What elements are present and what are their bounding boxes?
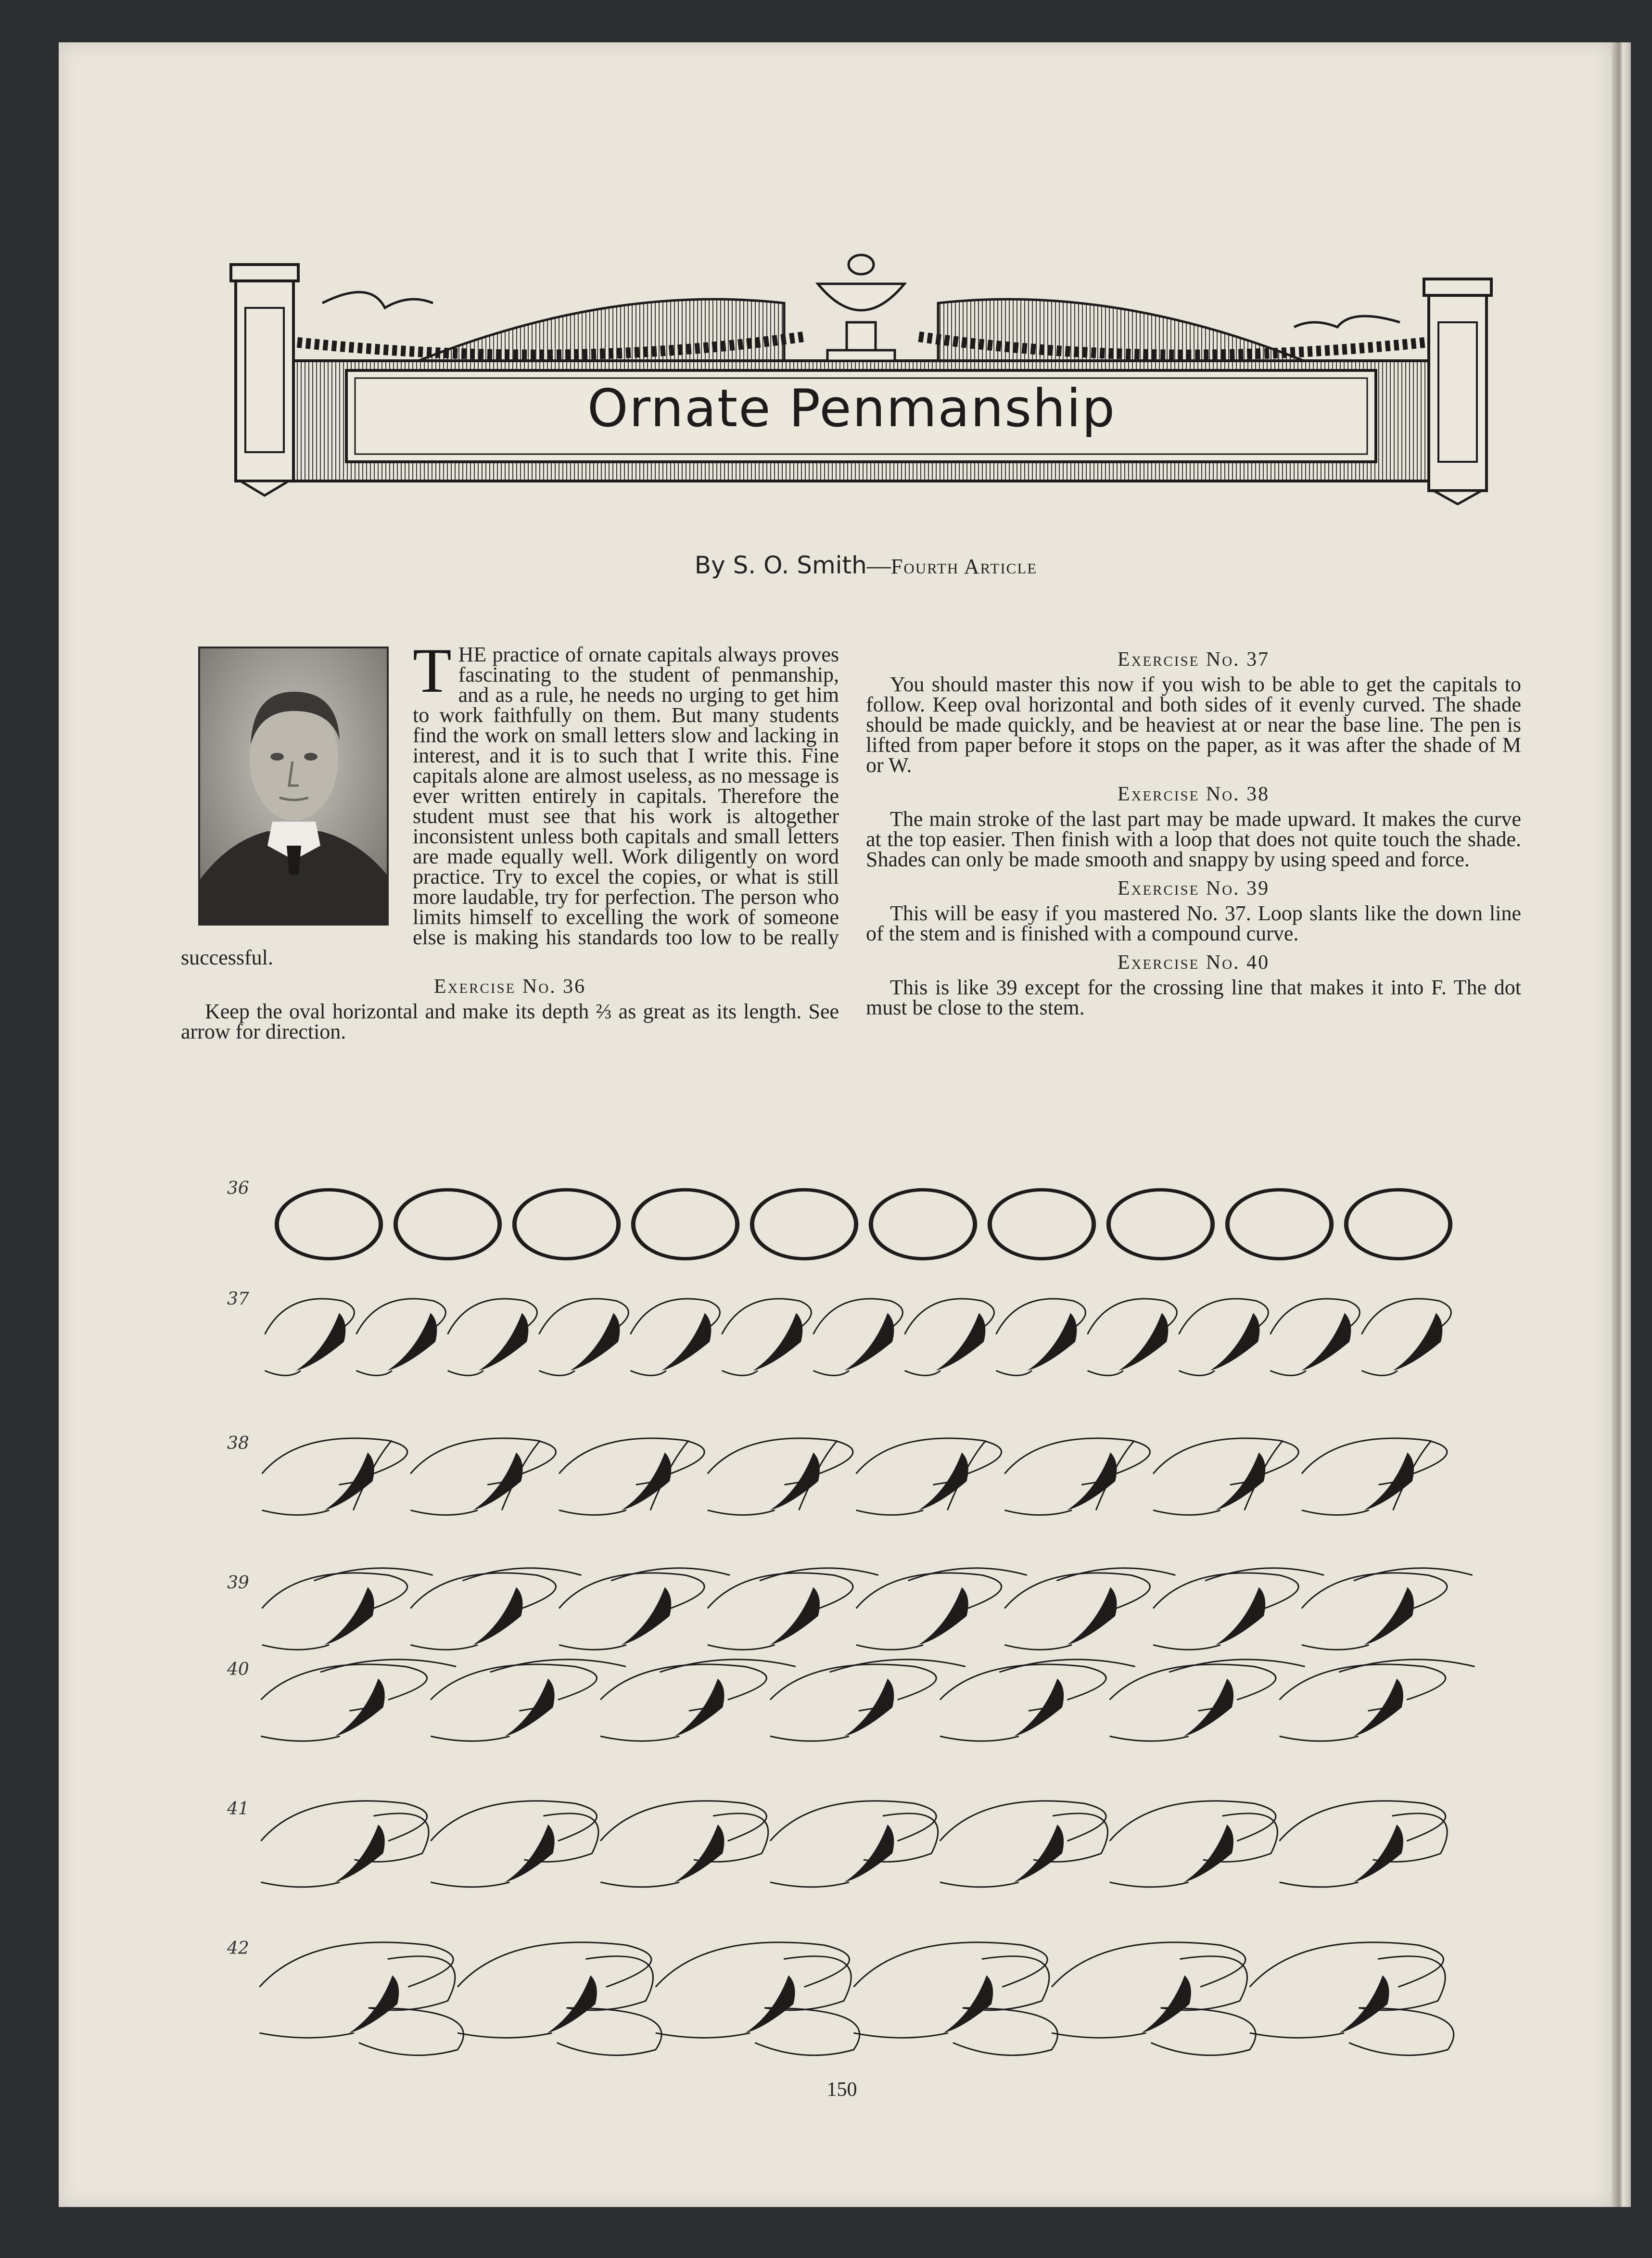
letter-form [856,1438,1002,1515]
letter-form [856,1568,1027,1650]
penmanship-plate [207,1169,1496,2073]
letter-form [262,1568,433,1650]
byline-article: Fourth Article [890,555,1038,578]
exercise-heading-40: Exercise No. 40 [1117,951,1270,974]
letter-form [261,1801,429,1887]
exercise-text-39: This will be easy if you mastered No. 37. Loop slants like the down line of the stem and is finished with a compound curve. [866,901,1521,945]
plate-row-drawing [207,1785,1496,1910]
letter-form [1004,1568,1175,1650]
exercise-text-36: Keep the oval horizontal and make its depth ⅔ as great as its length. See arrow for direction. [181,1000,839,1043]
exercise-heading-37: Exercise No. 37 [1117,648,1270,671]
byline [481,551,1251,579]
byline-dash: — [866,552,891,579]
letter-form [356,1299,446,1376]
exercise-heading-36: Exercise No. 36 [433,976,586,998]
plate-row-drawing [207,1650,1496,1761]
letter-form [1302,1568,1473,1650]
letter-form [708,1568,878,1650]
letter-form [559,1568,730,1650]
plate-row-label: 36 [227,1179,249,1198]
plate-row-42 [207,1924,1496,2064]
plate-row-label: 42 [227,1939,249,1958]
letter-form [1280,1660,1475,1741]
letter-form [996,1299,1086,1376]
plate-row-drawing [207,1284,1496,1395]
letter-form [259,1942,463,2055]
letter-form [1110,1660,1305,1741]
plate-row-label: 39 [227,1573,249,1593]
letter-form [940,1801,1108,1887]
letter-form [770,1801,938,1887]
letter-form [1302,1438,1447,1515]
letter-form [394,1189,501,1259]
letter-form [448,1299,537,1376]
letter-form [869,1189,976,1259]
letter-form [631,1299,720,1376]
letter-form [1280,1801,1448,1887]
intro-paragraph: HE practice of ornate capitals always proves fascinating to the student of penmanship, and as a rule, he needs no urging to get him to work faithfully on them. But many students find the work on small letters slow and lacking in interest, and it is to such that I write this. Fine capitals alone are almost useless, as no message is ever written entirely in capitals. Therefore the student must see that his work is altogether inconsistent unless both capitals and small letters are made equally well. Work diligently on word practice. Try to excel the copies, or what is still more laudable, try for perfection. The person who limits himself to excelling the work of someone else is making his standards too low to be really successful. [181,643,839,969]
intro-dropcap: T [413,635,452,706]
plate-row-label: 37 [227,1289,249,1309]
byline-author: By S. O. Smith [694,551,867,579]
letter-form [1271,1299,1360,1376]
page-number: 150 [826,2079,857,2101]
right-column [866,649,1521,1018]
letter-form [262,1438,407,1515]
letter-form [632,1189,738,1259]
exercise-heading-39: Exercise No. 39 [1117,877,1270,900]
letter-form [1004,1438,1150,1515]
letter-form [275,1189,382,1259]
letter-form [600,1660,796,1741]
plate-row-drawing [207,1424,1496,1535]
letter-form [513,1189,620,1259]
plate-row-41 [207,1785,1496,1910]
exercise-text-38: The main stroke of the last part may be made upward. It makes the curve at the top easier. Then finish with a loop that does not quite touch the shade. Shades can only be made smooth and snappy by using speed and force. [866,807,1521,871]
letter-form [770,1660,966,1741]
letter-form [656,1942,860,2055]
page-edge [1612,42,1631,2207]
plate-row-36 [207,1169,1496,1280]
letter-form [1179,1299,1269,1376]
letter-form [1153,1568,1324,1650]
letter-form [1153,1438,1298,1515]
letter-form [1362,1299,1451,1376]
letter-form [410,1438,556,1515]
letter-form [261,1660,456,1741]
letter-form [1110,1801,1278,1887]
letter-form [1226,1189,1333,1259]
letter-form [853,1942,1057,2055]
letter-form [708,1438,853,1515]
left-column [181,635,839,1043]
letter-form [1107,1189,1214,1259]
letter-form [431,1660,626,1741]
plate-row-drawing [207,1169,1496,1280]
plate-row-40 [207,1650,1496,1761]
letter-form [265,1299,355,1376]
letter-form [559,1438,704,1515]
letter-form [1250,1942,1454,2055]
author-portrait [198,647,389,926]
letter-form [988,1189,1095,1259]
letter-form [940,1660,1135,1741]
letter-form [1345,1189,1451,1259]
letter-form [722,1299,812,1376]
letter-form [905,1299,994,1376]
letter-form [1088,1299,1177,1376]
exercise-text-37: You should master this now if you wish to be able to get the capitals to follow. Keep oval horizontal and both sides of it evenly curved. The shade should be made quickly, and be heaviest at or near the base line. The pen is lifted from paper before it stops on the paper, as it was after the shade of M or W. [866,672,1521,777]
page-title: Ornate Penmanship [587,379,1116,439]
plate-row-37 [207,1284,1496,1395]
letter-form [410,1568,581,1650]
letter-form [750,1189,857,1259]
letter-form [539,1299,629,1376]
plate-row-label: 38 [227,1433,249,1453]
exercise-heading-38: Exercise No. 38 [1117,783,1270,805]
exercise-text-40: This is like 39 except for the crossing line that makes it into F. The dot must be close to the stem. [866,976,1521,1019]
plate-row-label: 41 [227,1799,249,1819]
letter-form [431,1801,598,1887]
letter-form [813,1299,903,1376]
letter-form [600,1801,768,1887]
plate-row-drawing [207,1924,1496,2064]
plate-row-label: 40 [227,1660,249,1679]
plate-row-38 [207,1424,1496,1535]
letter-form [1052,1942,1256,2055]
letter-form [457,1942,661,2055]
